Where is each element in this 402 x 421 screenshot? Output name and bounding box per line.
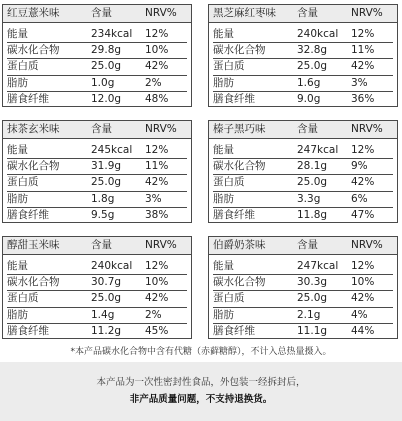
column-header-nrv: NRV%	[351, 123, 383, 135]
nutrient-nrv: 2%	[145, 308, 162, 321]
nutrient-nrv: 12%	[351, 260, 375, 272]
nutrient-row	[213, 308, 393, 324]
nutrient-row	[213, 259, 393, 275]
nutrient-amount: 240kcal	[91, 260, 133, 272]
nutrient-row	[7, 143, 187, 159]
nutrient-amount: 9.0g	[297, 92, 321, 105]
nutrition-card	[2, 236, 192, 339]
sweetener-note: *本产品碳水化合物中含有代糖（赤藓糖醇），不计入总热量摄入。	[70, 347, 332, 357]
nutrient-name: 蛋白质	[213, 176, 245, 189]
column-header-amount: 含量	[91, 123, 112, 135]
nutrient-amount: 25.0g	[297, 60, 328, 73]
column-header-amount: 含量	[297, 7, 318, 19]
column-header-amount: 含量	[297, 123, 318, 135]
nutrient-amount: 11.8g	[297, 208, 328, 221]
nutrition-card	[208, 120, 398, 223]
nutrient-amount: 25.0g	[297, 292, 328, 305]
nutrient-row	[7, 76, 187, 92]
nutrition-card	[208, 4, 398, 107]
nutrient-name: 膳食纤维	[213, 92, 255, 105]
nutrient-name: 脂肪	[213, 308, 234, 321]
nutrient-nrv: 3%	[351, 76, 368, 89]
nutrient-name: 能量	[7, 28, 28, 40]
nutrition-card	[2, 120, 192, 223]
nutrition-grid	[2, 4, 400, 340]
nutrient-amount: 30.7g	[91, 276, 122, 289]
nutrient-row	[7, 275, 187, 291]
nutrient-amount: 247kcal	[297, 144, 339, 156]
nutrient-row	[213, 291, 393, 307]
nutrient-name: 能量	[213, 260, 234, 272]
nutrient-amount: 2.1g	[297, 308, 321, 321]
nutrient-name: 膳食纤维	[7, 92, 49, 105]
nutrient-amount: 1.6g	[297, 76, 321, 89]
nutrient-amount: 12.0g	[91, 92, 122, 105]
flavor-name: 红豆薏米味	[7, 7, 60, 19]
nutrient-amount: 25.0g	[91, 292, 122, 305]
nutrient-row	[7, 27, 187, 43]
nutrient-amount: 28.1g	[297, 160, 328, 173]
card-header	[209, 237, 397, 255]
nutrient-name: 能量	[7, 260, 28, 272]
nutrient-nrv: 12%	[145, 28, 169, 40]
nutrient-nrv: 45%	[145, 324, 169, 337]
nutrient-row	[7, 259, 187, 275]
flavor-name: 醇甜玉米味	[7, 239, 60, 251]
nutrient-name: 能量	[213, 28, 234, 40]
nutrient-nrv: 2%	[145, 76, 162, 89]
nutrient-nrv: 42%	[351, 292, 375, 305]
nutrient-name: 脂肪	[7, 192, 28, 205]
nutrient-name: 膳食纤维	[213, 208, 255, 221]
nutrition-card	[2, 4, 192, 107]
nutrient-nrv: 10%	[351, 276, 375, 289]
nutrient-nrv: 42%	[145, 176, 169, 189]
policy-line-2: 非产品质量问题，不支持退换货。	[129, 394, 273, 405]
nutrient-amount: 11.1g	[297, 324, 328, 337]
nutrient-name: 碳水化合物	[7, 160, 60, 173]
nutrient-nrv: 12%	[145, 144, 169, 156]
nutrient-row	[213, 76, 393, 92]
policy-line-1: 本产品为一次性密封性食品，外包装一经拆封后，	[96, 377, 306, 388]
nutrient-name: 蛋白质	[7, 292, 39, 305]
nutrient-name: 蛋白质	[213, 60, 245, 73]
nutrient-name: 蛋白质	[7, 60, 39, 73]
nutrient-row	[7, 159, 187, 175]
column-header-amount: 含量	[297, 239, 318, 251]
nutrient-row	[7, 192, 187, 208]
nutrient-name: 碳水化合物	[7, 276, 60, 289]
column-header-amount: 含量	[91, 239, 112, 251]
nutrient-nrv: 42%	[145, 60, 169, 73]
card-header	[3, 121, 191, 139]
nutrient-nrv: 10%	[145, 44, 169, 57]
nutrient-amount: 247kcal	[297, 260, 339, 272]
nutrient-nrv: 38%	[145, 208, 169, 221]
nutrient-nrv: 6%	[351, 192, 368, 205]
nutrient-row	[7, 308, 187, 324]
nutrient-nrv: 44%	[351, 324, 375, 337]
nutrient-row	[213, 208, 393, 224]
card-header	[209, 121, 397, 139]
nutrient-name: 能量	[7, 144, 28, 156]
nutrient-row	[213, 275, 393, 291]
nutrient-nrv: 12%	[351, 144, 375, 156]
nutrient-row	[7, 92, 187, 108]
column-header-amount: 含量	[91, 7, 112, 19]
column-header-nrv: NRV%	[145, 239, 177, 251]
column-header-nrv: NRV%	[145, 123, 177, 135]
nutrient-amount: 245kcal	[91, 144, 133, 156]
nutrient-amount: 25.0g	[91, 60, 122, 73]
nutrient-amount: 30.3g	[297, 276, 328, 289]
nutrient-row	[213, 59, 393, 75]
nutrition-card	[208, 236, 398, 339]
flavor-name: 黑芝麻红枣味	[213, 7, 276, 19]
nutrient-row	[213, 43, 393, 59]
nutrient-row	[213, 92, 393, 108]
nutrient-nrv: 11%	[145, 160, 169, 173]
nutrient-amount: 25.0g	[297, 176, 328, 189]
nutrient-amount: 240kcal	[297, 28, 339, 40]
nutrient-row	[7, 59, 187, 75]
nutrient-name: 能量	[213, 144, 234, 156]
nutrient-amount: 32.8g	[297, 44, 328, 57]
nutrient-row	[213, 175, 393, 191]
column-header-nrv: NRV%	[351, 7, 383, 19]
nutrient-row	[213, 27, 393, 43]
nutrient-amount: 29.8g	[91, 44, 122, 57]
card-header	[3, 5, 191, 23]
nutrient-nrv: 42%	[351, 60, 375, 73]
nutrient-nrv: 42%	[145, 292, 169, 305]
nutrient-row	[213, 143, 393, 159]
nutrient-row	[7, 291, 187, 307]
nutrient-row	[7, 175, 187, 191]
nutrient-name: 膳食纤维	[7, 324, 49, 337]
nutrient-name: 脂肪	[213, 76, 234, 89]
nutrient-name: 膳食纤维	[7, 208, 49, 221]
nutrient-name: 蛋白质	[213, 292, 245, 305]
nutrient-amount: 25.0g	[91, 176, 122, 189]
column-header-nrv: NRV%	[145, 7, 177, 19]
flavor-name: 榛子黑巧味	[213, 123, 266, 135]
nutrient-name: 脂肪	[213, 192, 234, 205]
nutrient-name: 碳水化合物	[213, 276, 266, 289]
nutrient-name: 脂肪	[7, 76, 28, 89]
nutrient-amount: 31.9g	[91, 160, 122, 173]
nutrient-amount: 1.4g	[91, 308, 115, 321]
nutrient-name: 碳水化合物	[7, 44, 60, 57]
nutrient-nrv: 48%	[145, 92, 169, 105]
nutrient-amount: 3.3g	[297, 192, 321, 205]
nutrient-nrv: 3%	[145, 192, 162, 205]
nutrient-nrv: 9%	[351, 160, 368, 173]
nutrient-amount: 1.0g	[91, 76, 115, 89]
nutrient-name: 蛋白质	[7, 176, 39, 189]
nutrient-name: 碳水化合物	[213, 160, 266, 173]
return-policy-footer	[0, 362, 402, 421]
flavor-name: 伯爵奶茶味	[213, 239, 266, 251]
nutrient-amount: 9.5g	[91, 208, 115, 221]
nutrient-name: 碳水化合物	[213, 44, 266, 57]
nutrient-nrv: 36%	[351, 92, 375, 105]
nutrient-amount: 11.2g	[91, 324, 122, 337]
nutrient-nrv: 47%	[351, 208, 375, 221]
nutrient-amount: 1.8g	[91, 192, 115, 205]
nutrient-amount: 234kcal	[91, 28, 133, 40]
nutrient-row	[213, 159, 393, 175]
column-header-nrv: NRV%	[351, 239, 383, 251]
nutrient-nrv: 11%	[351, 44, 375, 57]
flavor-name: 抹茶玄米味	[7, 123, 60, 135]
card-header	[209, 5, 397, 23]
nutrient-nrv: 42%	[351, 176, 375, 189]
nutrient-row	[213, 324, 393, 340]
nutrient-nrv: 10%	[145, 276, 169, 289]
nutrient-row	[7, 208, 187, 224]
card-header	[3, 237, 191, 255]
nutrient-row	[213, 192, 393, 208]
nutrient-nrv: 12%	[145, 260, 169, 272]
nutrient-nrv: 12%	[351, 28, 375, 40]
nutrient-name: 脂肪	[7, 308, 28, 321]
nutrient-nrv: 4%	[351, 308, 368, 321]
nutrient-name: 膳食纤维	[213, 324, 255, 337]
nutrient-row	[7, 324, 187, 340]
nutrient-row	[7, 43, 187, 59]
